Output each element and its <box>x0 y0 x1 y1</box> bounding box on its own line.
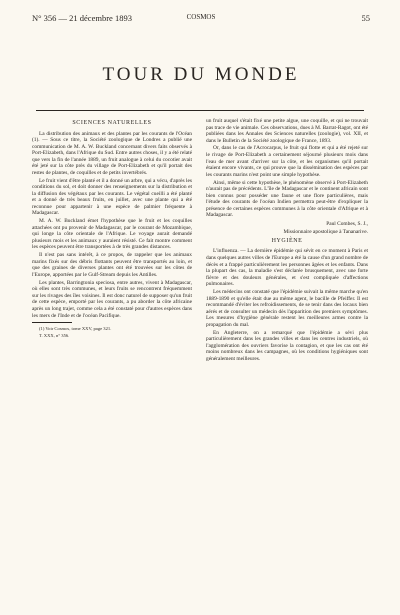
issue-number: N° 356 — 21 décembre 1893 <box>32 13 132 23</box>
author-signature: Paul Combes, S. J., <box>326 220 368 227</box>
footnote: T. XXX, n° 356. <box>39 332 70 338</box>
journal-name: COSMOS <box>186 13 216 21</box>
left-column <box>32 118 192 340</box>
paragraph: un fruit auquel s'était fixé une petite algue, une coquille, et qui ne trouvait pas trace de vie animale. Ces observations, dues à M. Barrat-Ragot, ont été publiées dans les Annales des Sciences naturelles (zoologie), vol. XII, et dans le Bulletin de la Société zoologique de France, 1893. <box>206 118 368 144</box>
paragraph: Il n'est pas sans intérêt, à ce propos, de rappeler que les animaux marins fixés sur des débris flottants peuvent être transportés au loin, et que des graines de diverses plantes ont été trouvées sur les côtes de l'Europe, apportées par le Gulf-Stream depuis les Antilles. <box>32 252 192 278</box>
paragraph: La distribution des animaux et des plantes par les courants de l'Océan (1). — Sous ce titre, la Société zoologique de Londres a publié une communication de M. A. W. Buckland concernant divers faits observés à Port-Elizabeth, dans l'Afrique du Sud. Entre autres choses, il y a été relaté que vers la fin de l'année 1889, un fruit analogue à celui du cocotier avait été jeté sur la côte près du village de Port-Elizabeth et qu'il portait des restes de plantes, de coquilles et de petits invertébrés. <box>32 130 192 176</box>
paragraph: En Angleterre, on a remarqué que l'épidémie a sévi plus particulièrement dans les grandes villes et dans les centres industriels, où l'agglomération des ouvriers favorise la contagion, et que les cas ont été moins nombreux dans les campagnes, où les conditions hygiéniques sont généralement meilleures. <box>206 329 368 362</box>
right-column <box>206 118 368 364</box>
paragraph: M. A. W. Buckland émet l'hypothèse que le fruit et les coquilles attachées ont pu provenir de Madagascar, par le courant de Mozambique, qui longe la côte orientale de l'Afrique. Le voyage aurait demandé plusieurs mois et les animaux y auraient résisté. Ce fait montre comment les espèces peuvent être transportées à de très grandes distances. <box>32 218 192 251</box>
paragraph: L'influenza. — La dernière épidémie qui sévit en ce moment à Paris et dans quelques autres villes de l'Europe a été la cause d'un grand nombre de décès et a frappé particulièrement les personnes âgées et les enfants. Dans la plupart des cas, la maladie s'est déclarée brusquement, avec une forte fièvre et des douleurs générales, et s'est compliquée d'affections pulmonaires. <box>206 248 368 288</box>
paragraph: Ainsi, même si cette hypothèse, le phénomène observé à Port-Elizabeth n'aurait pas de précédents. L'île de Madagascar et le continent africain sont bien connus pour posséder une faune et une flore particulières, mais l'étude des courants de l'océan Indien permettra peut-être d'expliquer la présence de certaines espèces communes à la côte orientale d'Afrique et à Madagascar. <box>206 179 368 219</box>
paragraph: Le fruit vient d'être planté et il a donné un arbre, qui a vécu, d'après les conditions du sol, et doit donner des renseignements sur la distribution et la diffusion des végétaux par les courants. Le végétal cueilli a été planté et a donné de très beaux fruits, en juillet, avec une plante qui a été reconnue pour appartenir à une espèce de palmier fréquente à Madagascar. <box>32 177 192 217</box>
page-number: 55 <box>361 13 370 23</box>
paragraph: Les médecins ont constaté que l'épidémie suivait la même marche qu'en 1889-1890 et qu'elle était due au même agent, le bacille de Pfeiffer. Il est recommandé d'éviter les refroidissements, de se tenir dans des locaux bien aérés et de consulter un médecin dès l'apparition des premiers symptômes. Les mesures d'hygiène générale restent les meilleures armes contre la propagation du mal. <box>206 289 368 328</box>
running-header <box>32 13 370 25</box>
footnote: (1) Voir Cosmos, tome XXV, page 321. <box>39 326 112 332</box>
section-title: TOUR DU MONDE <box>102 64 300 85</box>
footnote-rule <box>32 322 72 323</box>
author-title: Missionnaire apostolique à Tananarive. <box>283 229 368 236</box>
title-rule <box>36 110 364 111</box>
paragraph: Les plantes, Barringtonia speciosa, entre autres, vivent à Madagascar, où elles sont très communes, et leurs fruits se rencontrent fréquemment sur les rivages des îles voisines. Il est donc naturel de supposer qu'un fruit de cette espèce, emporté par les courants, a pu aborder la côte africaine après un long trajet, comme cela a été constaté pour d'autres espèces dans les mers de l'Inde et de l'océan Pacifique. <box>32 279 192 319</box>
paragraph: Or, dans le cas de l'Acrocarpus, le fruit qui flotte et qui a été rejeté sur le rivage de Port-Elizabeth a certainement séjourné plusieurs mois dans l'eau de mer avant d'arriver sur la côte, et les organismes qu'il portait étaient encore vivants, ce qui prouve que la dissémination des espèces par les courants marins n'est point une simple hypothèse. <box>206 145 368 178</box>
section-heading-hygiene: HYGIÈNE <box>271 237 303 244</box>
section-heading-natural-sciences: SCIENCES NATURELLES <box>72 120 152 126</box>
